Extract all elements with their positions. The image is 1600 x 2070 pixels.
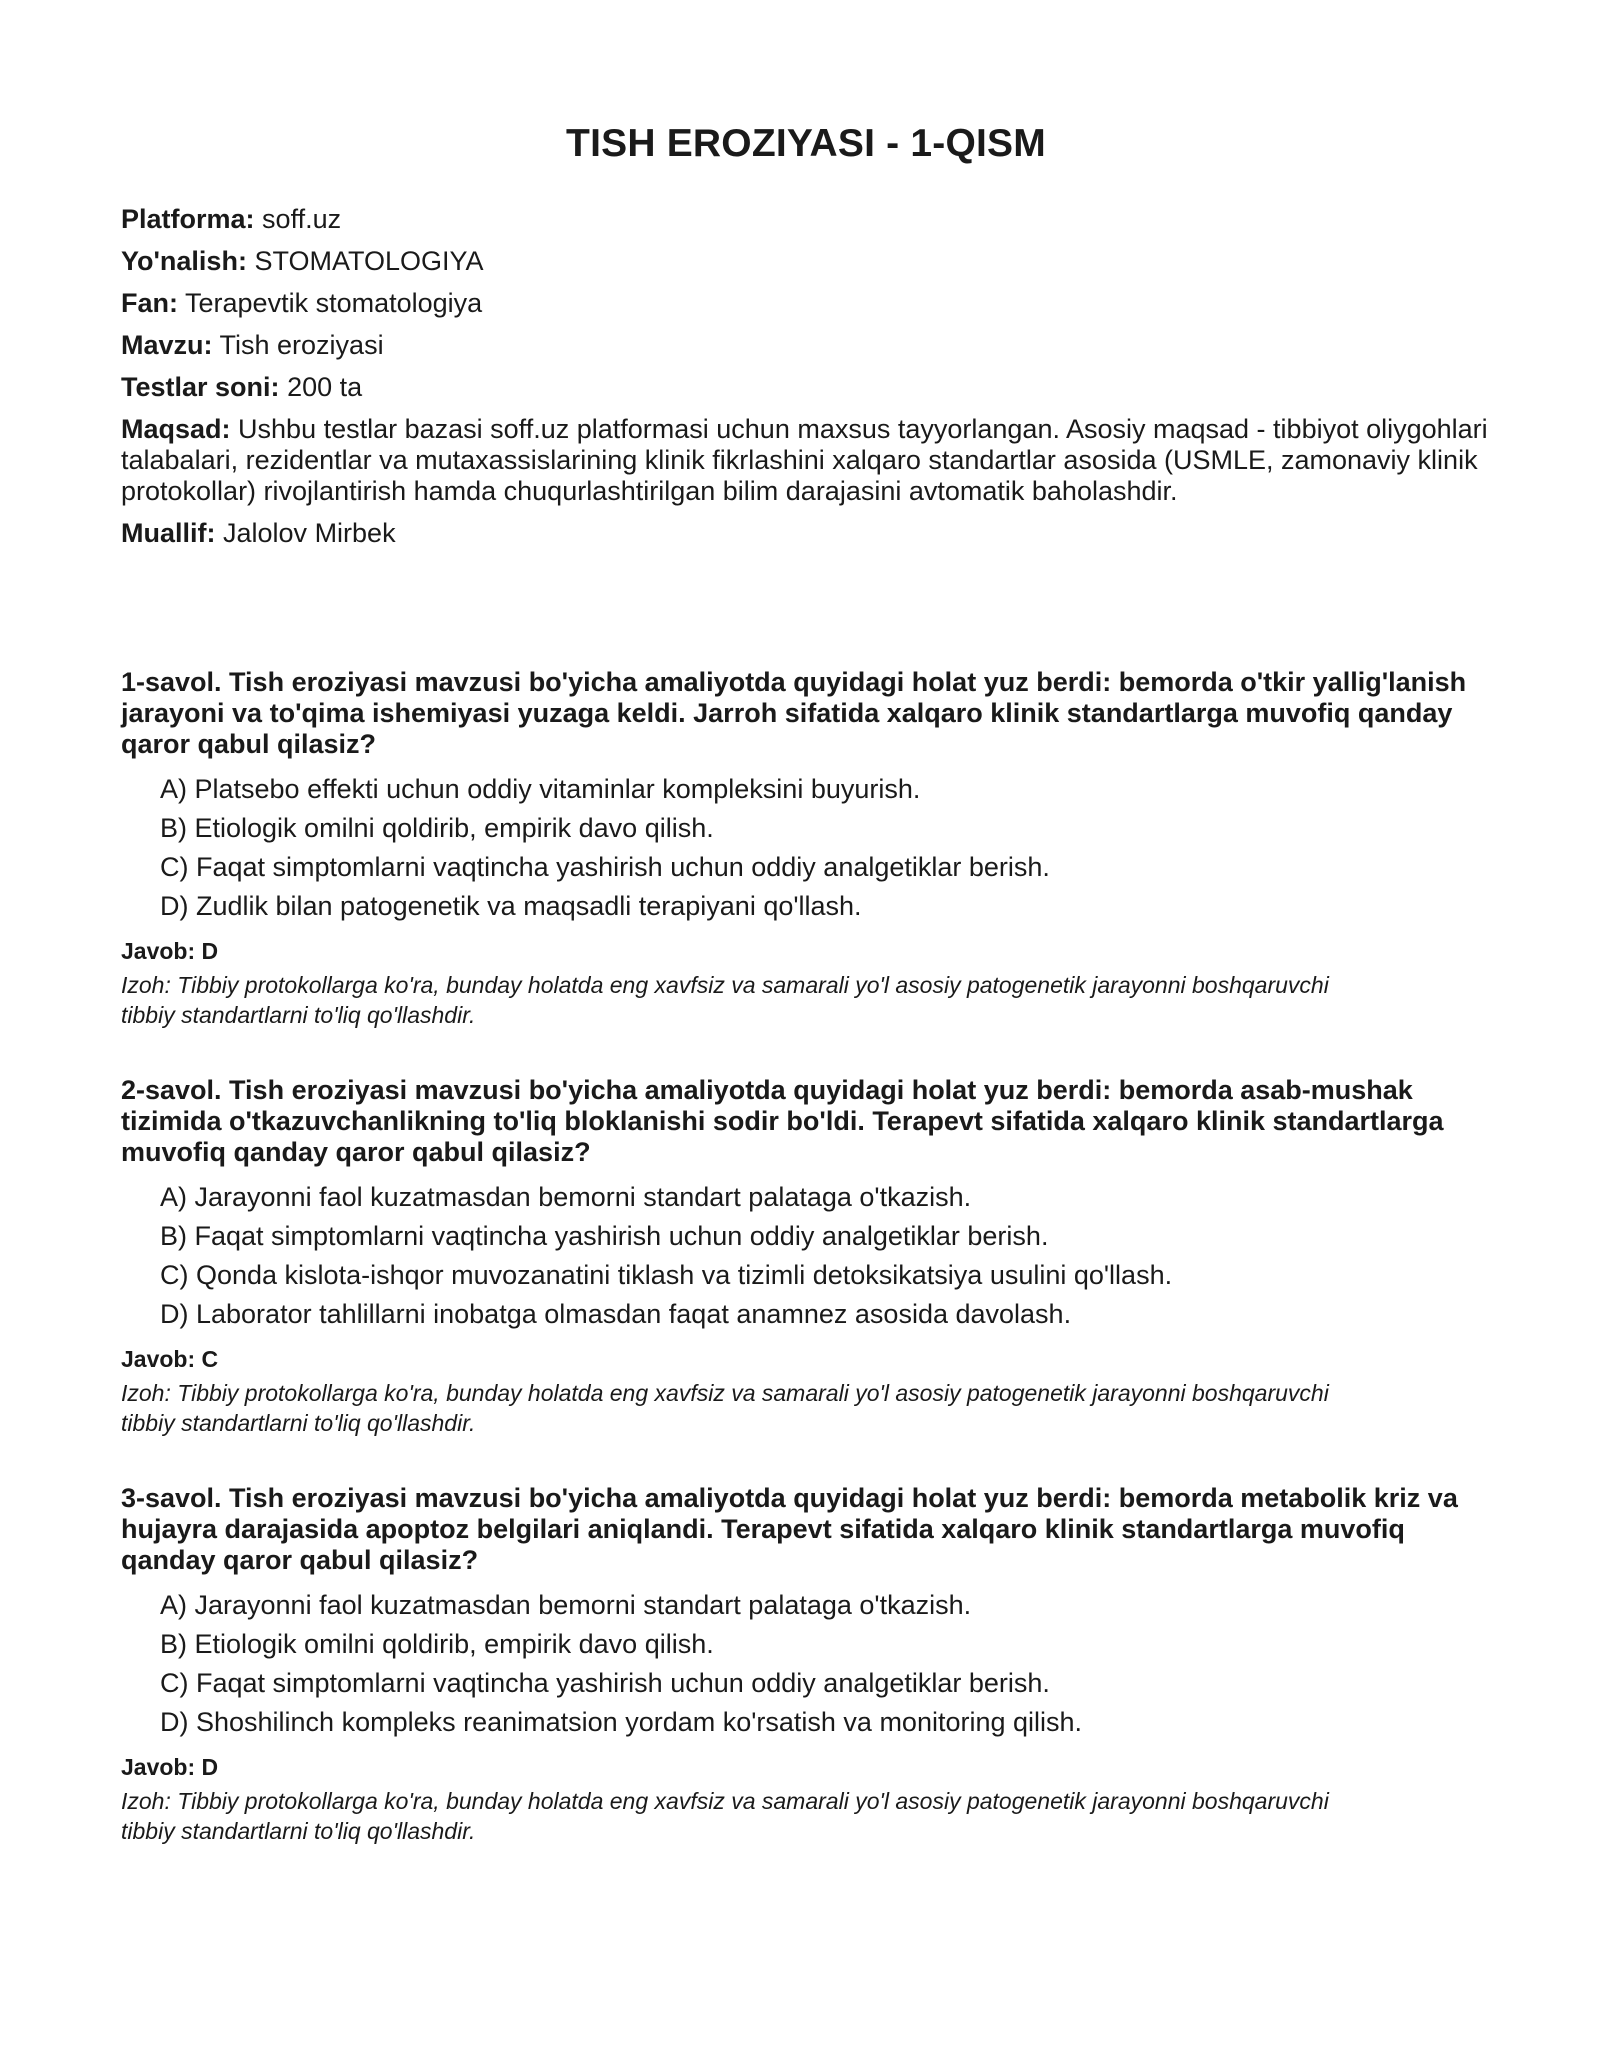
meta-label: Fan: xyxy=(121,288,178,318)
meta-author xyxy=(121,518,1491,549)
explanation-note: Izoh: Tibbiy protokollarga ko'ra, bunday holatda eng xavfsiz va samarali yo'l asosiy patogenetik jarayonni boshqaruvchi tibbiy standartlarni to'liq qo'llashdir. xyxy=(121,1788,1329,1844)
meta-label: Maqsad: xyxy=(121,414,231,444)
option-d: D) Zudlik bilan patogenetik va maqsadli terapiyani qo'llash. xyxy=(160,891,862,921)
option-d: D) Laborator tahlillarni inobatga olmasdan faqat anamnez asosida davolash. xyxy=(160,1299,1072,1329)
option-d: D) Shoshilinch kompleks reanimatsion yordam ko'rsatish va monitoring qilish. xyxy=(160,1707,1083,1737)
option-b: B) Faqat simptomlarni vaqtincha yashirish uchun oddiy analgetiklar berish. xyxy=(160,1221,1049,1251)
correct-answer: Javob: C xyxy=(121,1346,219,1372)
option-b: B) Etiologik omilni qoldirib, empirik davo qilish. xyxy=(160,813,714,843)
meta-value: Tish eroziyasi xyxy=(219,330,384,360)
meta-platform xyxy=(121,204,1491,235)
option-a: A) Jarayonni faol kuzatmasdan bemorni standart palataga o'tkazish. xyxy=(160,1182,972,1212)
explanation-note: Izoh: Tibbiy protokollarga ko'ra, bunday holatda eng xavfsiz va samarali yo'l asosiy patogenetik jarayonni boshqaruvchi tibbiy standartlarni to'liq qo'llashdir. xyxy=(121,1380,1329,1436)
option-a: A) Jarayonni faol kuzatmasdan bemorni standart palataga o'tkazish. xyxy=(160,1590,972,1620)
question-block xyxy=(121,1483,1491,1846)
meta-subject xyxy=(121,288,1491,319)
document-metadata xyxy=(121,204,1491,560)
meta-value: Terapevtik stomatologiya xyxy=(185,288,483,318)
option-c: C) Faqat simptomlarni vaqtincha yashirish uchun oddiy analgetiklar berish. xyxy=(160,1668,1050,1698)
page-title: TISH EROZIYASI - 1-QISM xyxy=(566,122,1046,165)
meta-label: Mavzu: xyxy=(121,330,213,360)
meta-label: Platforma: xyxy=(121,204,255,234)
option-c: C) Qonda kislota-ishqor muvozanatini tiklash va tizimli detoksikatsiya usulini qo'llash. xyxy=(160,1260,1173,1290)
answer-options xyxy=(160,774,1491,922)
answer-options xyxy=(160,1182,1491,1330)
meta-label: Muallif: xyxy=(121,518,216,548)
option-c: C) Faqat simptomlarni vaqtincha yashirish uchun oddiy analgetiklar berish. xyxy=(160,852,1050,882)
meta-value: STOMATOLOGIYA xyxy=(254,246,484,276)
answer-options xyxy=(160,1590,1491,1738)
option-b: B) Etiologik omilni qoldirib, empirik davo qilish. xyxy=(160,1629,714,1659)
meta-value: Jalolov Mirbek xyxy=(223,518,396,548)
meta-value: Ushbu testlar bazasi soff.uz platformasi uchun maxsus tayyorlangan. Asosiy maqsad - tibbiyot oliygohlari talabalari, rezidentlar va mutaxassislarining klinik fikrlashini xalqaro standartlar asosida (USMLE, zamonaviy klinik protokollar) rivojlantirish hamda chuqurlashtirilgan bilim darajasini avtomatik baholashdir. xyxy=(121,414,1488,506)
meta-value: 200 ta xyxy=(287,372,363,402)
question-text: 3-savol. Tish eroziyasi mavzusi bo'yicha amaliyotda quyidagi holat yuz berdi: bemorda metabolik kriz va hujayra darajasida apoptoz belgilari aniqlandi. Terapevt sifatida xalqaro klinik standartlarga muvofiq qanday qaror qabul qilasiz? xyxy=(121,1483,1458,1575)
correct-answer: Javob: D xyxy=(121,1754,219,1780)
question-block xyxy=(121,667,1491,1030)
correct-answer: Javob: D xyxy=(121,938,219,964)
question-block xyxy=(121,1075,1491,1438)
meta-label: Testlar soni: xyxy=(121,372,280,402)
meta-topic xyxy=(121,330,1491,361)
meta-goal xyxy=(121,414,1491,507)
meta-value: soff.uz xyxy=(262,204,342,234)
meta-label: Yo'nalish: xyxy=(121,246,247,276)
question-text: 1-savol. Tish eroziyasi mavzusi bo'yicha amaliyotda quyidagi holat yuz berdi: bemorda o'tkir yallig'lanish jarayoni va to'qima ishemiyasi yuzaga keldi. Jarroh sifatida xalqaro klinik standartlarga muvofiq qanday qaror qabul qilasiz? xyxy=(121,667,1467,759)
meta-test-count xyxy=(121,372,1491,403)
option-a: A) Platsebo effekti uchun oddiy vitaminlar kompleksini buyurish. xyxy=(160,774,921,804)
meta-direction xyxy=(121,246,1491,277)
explanation-note: Izoh: Tibbiy protokollarga ko'ra, bunday holatda eng xavfsiz va samarali yo'l asosiy patogenetik jarayonni boshqaruvchi tibbiy standartlarni to'liq qo'llashdir. xyxy=(121,972,1329,1028)
question-text: 2-savol. Tish eroziyasi mavzusi bo'yicha amaliyotda quyidagi holat yuz berdi: bemorda asab-mushak tizimida o'tkazuvchanlikning to'liq bloklanishi sodir bo'ldi. Terapevt sifatida xalqaro klinik standartlarga muvofiq qanday qaror qabul qilasiz? xyxy=(121,1075,1444,1167)
